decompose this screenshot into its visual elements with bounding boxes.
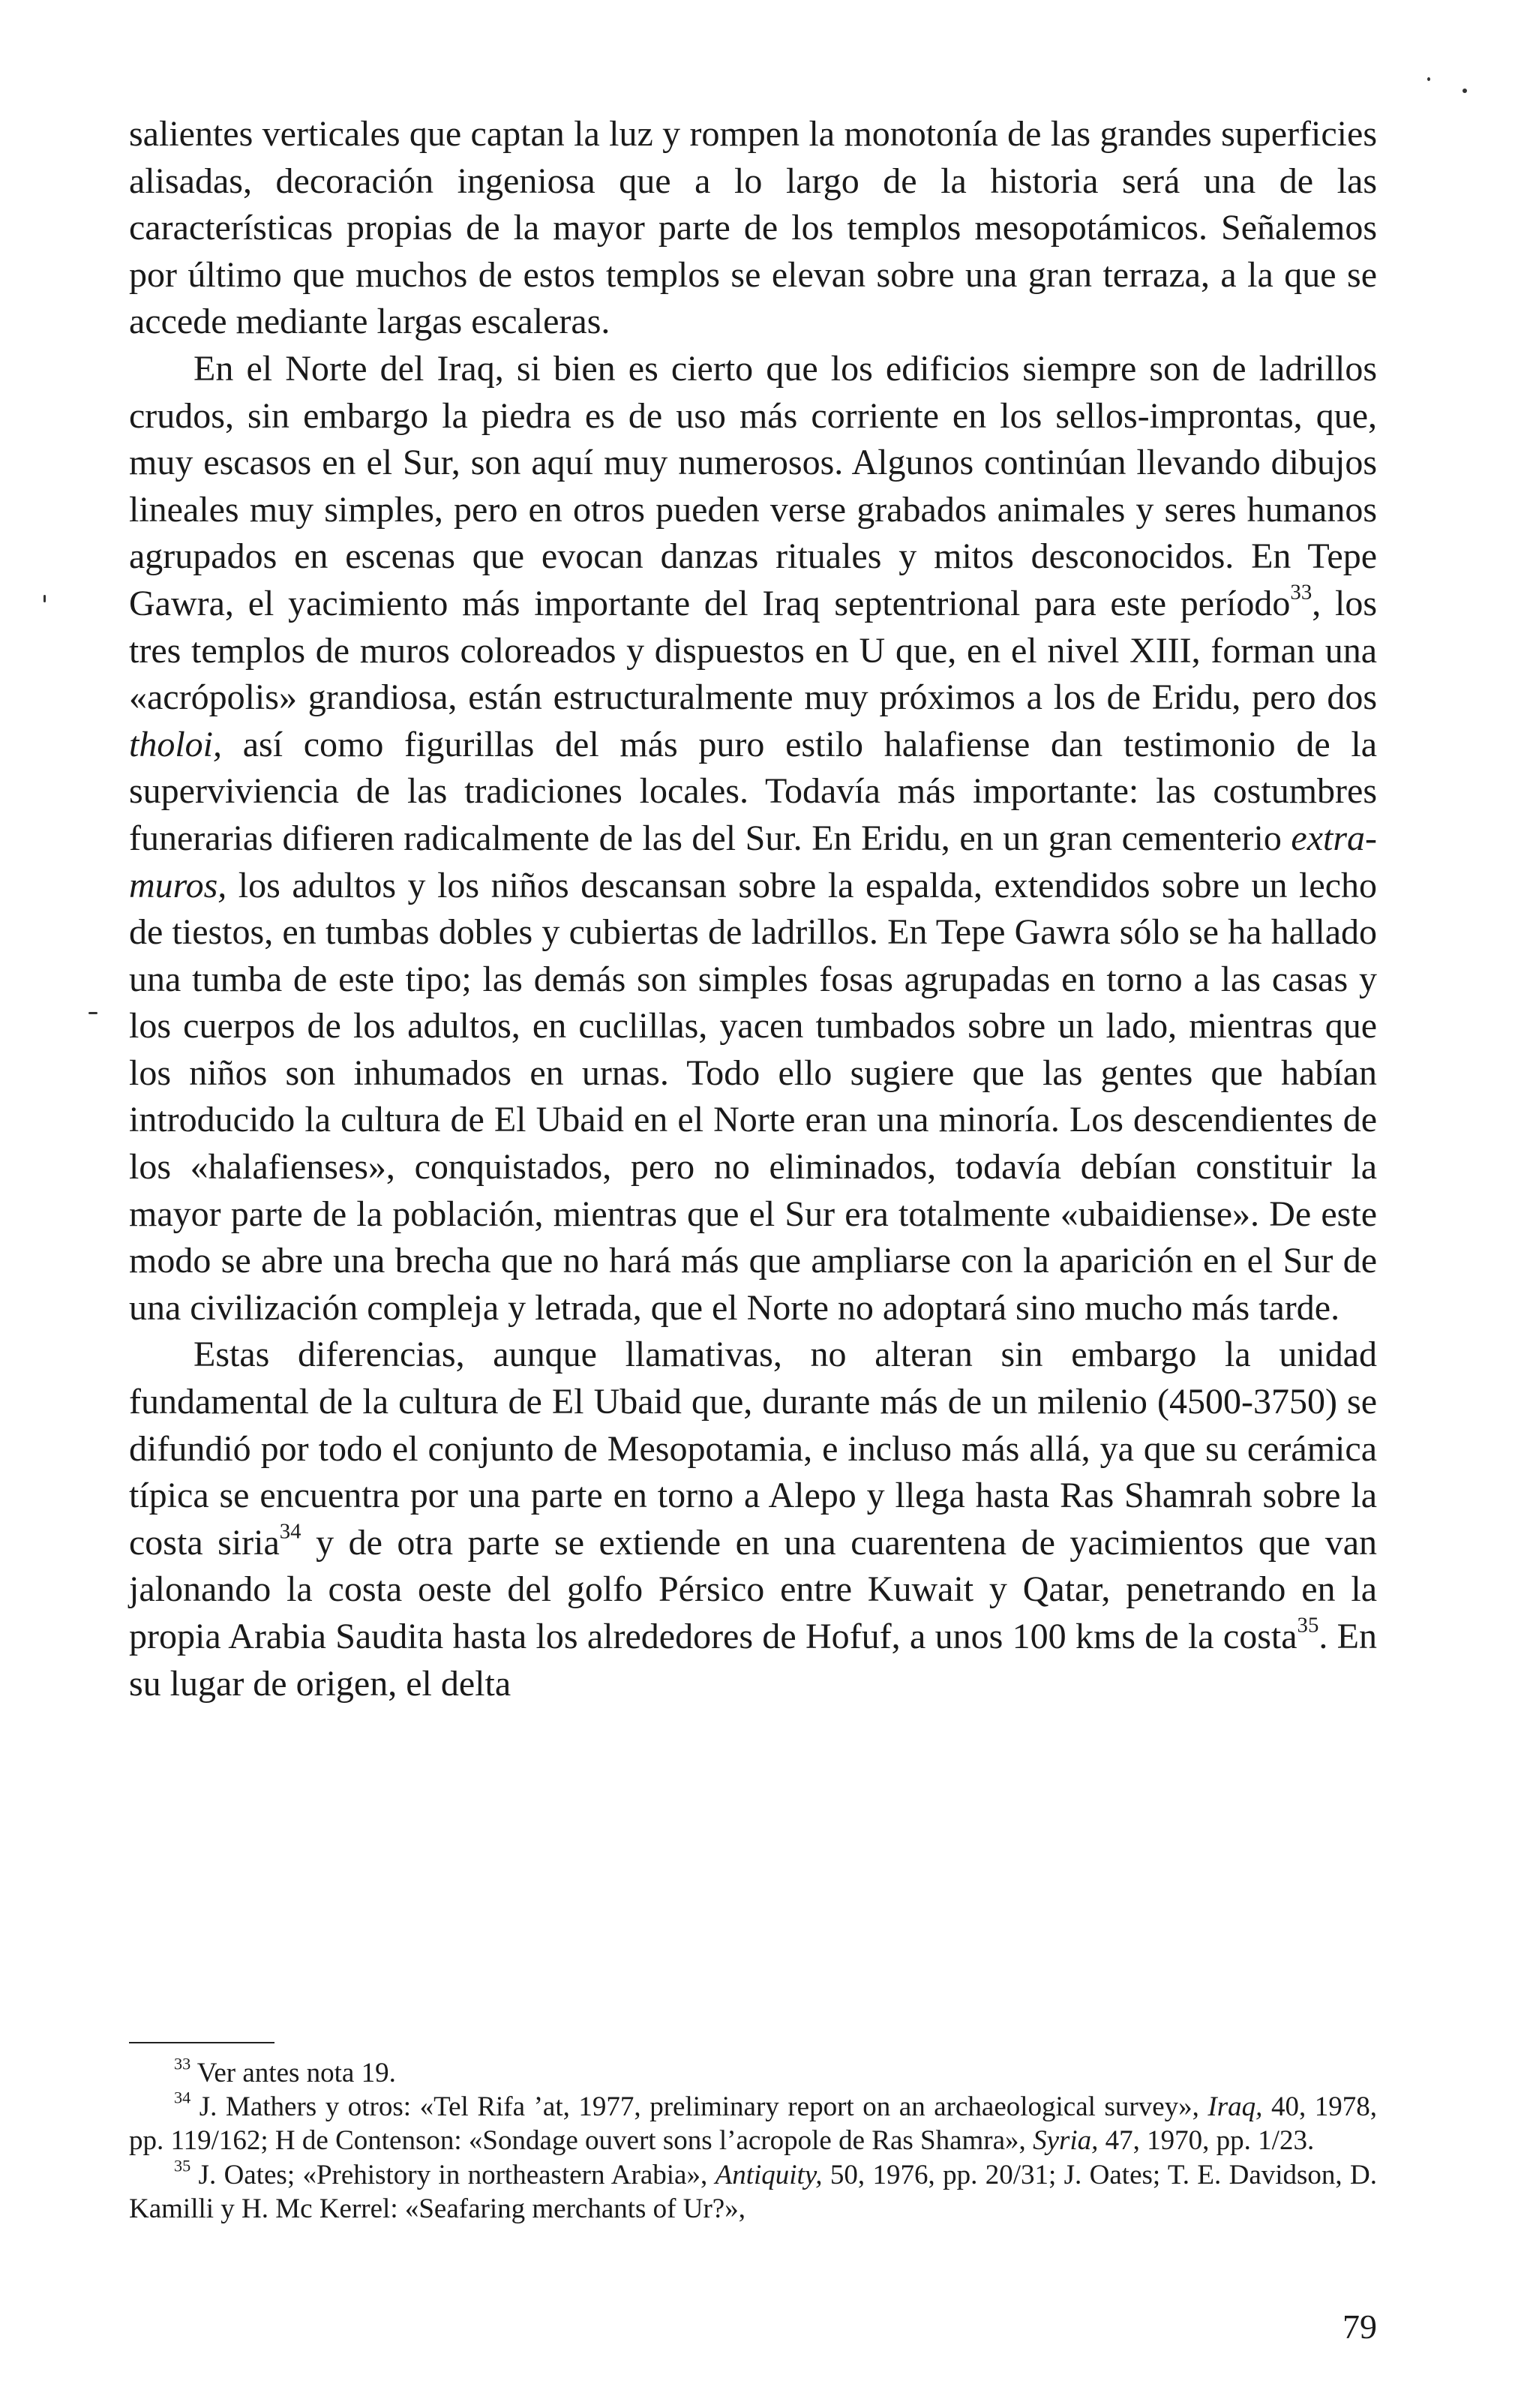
paragraph: [129, 346, 1377, 1332]
italic-text: Antiquity,: [715, 2159, 823, 2190]
text-run: los adultos y los niños descansan sobre la espalda, extendidos sobre un lecho de tiestos, en tumbas dobles y cubiertas de ladrillos. En Tepe Gawra sólo se ha hallado una tumba de este tipo; las demás son simples fosas agrupadas en torno a las casas y los cuerpos de los adultos, en cuclillas, yacen tumbados sobre un lado, mientras que los niños son inhumados en urnas. Todo ello sugiere que las gentes que habían introducido la cultura de El Ubaid en el Norte eran una minoría. Los descendientes de los «halafienses», conquistados, pero no eliminados, todavía debían constituir la mayor parte de la población, mientras que el Sur era totalmente «ubaidiense». De este modo se abre una brecha que no hará más que ampliarse con la aparición en el Sur de una civilización compleja y letrada, que el Norte no adoptará sino mucho más tarde.: [129, 865, 1377, 1328]
note-reference: 34: [174, 2088, 191, 2107]
note-reference: 35: [1297, 1613, 1319, 1638]
text-run: así como figurillas del más puro estilo halafiense dan testimonio de la superviviencia de las tradiciones locales. Todavía más importante: las costumbres funerarias difieren radicalmente de las del Sur. En Eridu, en un gran cementerio: [129, 724, 1377, 858]
italic-text: Iraq,: [1208, 2091, 1263, 2123]
scan-speck: [1462, 89, 1467, 93]
italic-text: tholoi,: [129, 724, 223, 764]
text-run: En el Norte del Iraq, si bien es cierto que los edificios siempre son de ladrillos crudos, sin embargo la piedra es de uso más corriente en los sellos-improntas, que, muy escasos en el Sur, son aquí muy numerosos. Algunos continúan llevando dibujos lineales muy simples, pero en otros pueden verse grabados animales y seres humanos agrupados en escenas que evocan danzas rituales y mitos desconocidos. En Tepe Gawra, el yacimiento más importante del Iraq septentrional para este período: [129, 348, 1377, 623]
text-run: 40, 1978, pp. 119/162; H de Contenson: «Sondage ouvert sons l’acropole de Ras Shamra»,: [129, 2091, 1377, 2157]
text-run: . En su lugar de origen, el delta: [129, 1617, 1377, 1704]
footnote: [129, 2090, 1377, 2157]
text-run: J. Oates; «Prehistory in northeastern Arabia»,: [190, 2159, 716, 2190]
text-run: salientes verticales que captan la luz y rompen la monotonía de las grandes superficies alisadas, decoración ingeniosa que a lo largo de la historia será una de las características propias de la mayor parte de los templos mesopotámicos. Señalemos por último que muchos de estos templos se elevan sobre una gran terraza, a la que se accede mediante largas escaleras.: [129, 114, 1377, 342]
text-run: 47, 1970, pp. 1/23.: [1098, 2125, 1315, 2157]
footnotes: [129, 2056, 1377, 2226]
footnote: [129, 2056, 1377, 2090]
paragraph: [129, 111, 1377, 346]
italic-text: Syria,: [1033, 2125, 1099, 2157]
footnote-separator: [129, 2042, 274, 2043]
italic-text: extra-muros,: [129, 818, 1377, 905]
note-reference: 34: [279, 1519, 302, 1544]
main-text: [129, 111, 1377, 1707]
page-number: 79: [1342, 2307, 1377, 2346]
text-run: J. Mathers y otros: «Tel Rifa ’at, 1977, preliminary report on an archaeological survey»,: [190, 2091, 1208, 2123]
scan-speck: [88, 1012, 98, 1014]
scan-speck: [1427, 77, 1430, 81]
note-reference: 33: [174, 2054, 191, 2073]
footnote: [129, 2155, 1378, 2226]
note-reference: 33: [1290, 580, 1312, 605]
text-run: Ver antes nota 19.: [190, 2058, 396, 2088]
text-run: Estas diferencias, aunque llamativas, no alteran sin embargo la unidad fundamental de la cultura de El Ubaid que, durante más de un milenio (4500-3750) se difundió por todo el conjunto de Mesopotamia, e incluso más allá, ya que su cerámica típica se encuentra por una parte en torno a Alepo y llega hasta Ras Shamrah sobre la costa siria: [129, 1335, 1377, 1563]
text-run: 50, 1976, pp. 20/31; J. Oates; T. E. Davidson, D. Kamilli y H. Mc Kerrel: «Seafaring merchants of Ur?»,: [129, 2159, 1378, 2224]
scan-speck: [44, 595, 46, 602]
note-reference: 35: [174, 2155, 191, 2175]
text-run: y de otra parte se extiende en una cuarentena de yacimientos que van jalonando la costa oeste del golfo Pérsico entre Kuwait y Qatar, penetrando en la propia Arabia Saudita hasta los alrededores de Hofuf, a unos 100 kms de la costa: [129, 1522, 1378, 1656]
paragraph: [129, 1332, 1377, 1707]
text-run: , los tres templos de muros coloreados y dispuestos en U que, en el nivel XIII, forman una «acrópolis» grandiosa, están estructuralmente muy próximos a los de Eridu, pero dos: [129, 583, 1377, 718]
